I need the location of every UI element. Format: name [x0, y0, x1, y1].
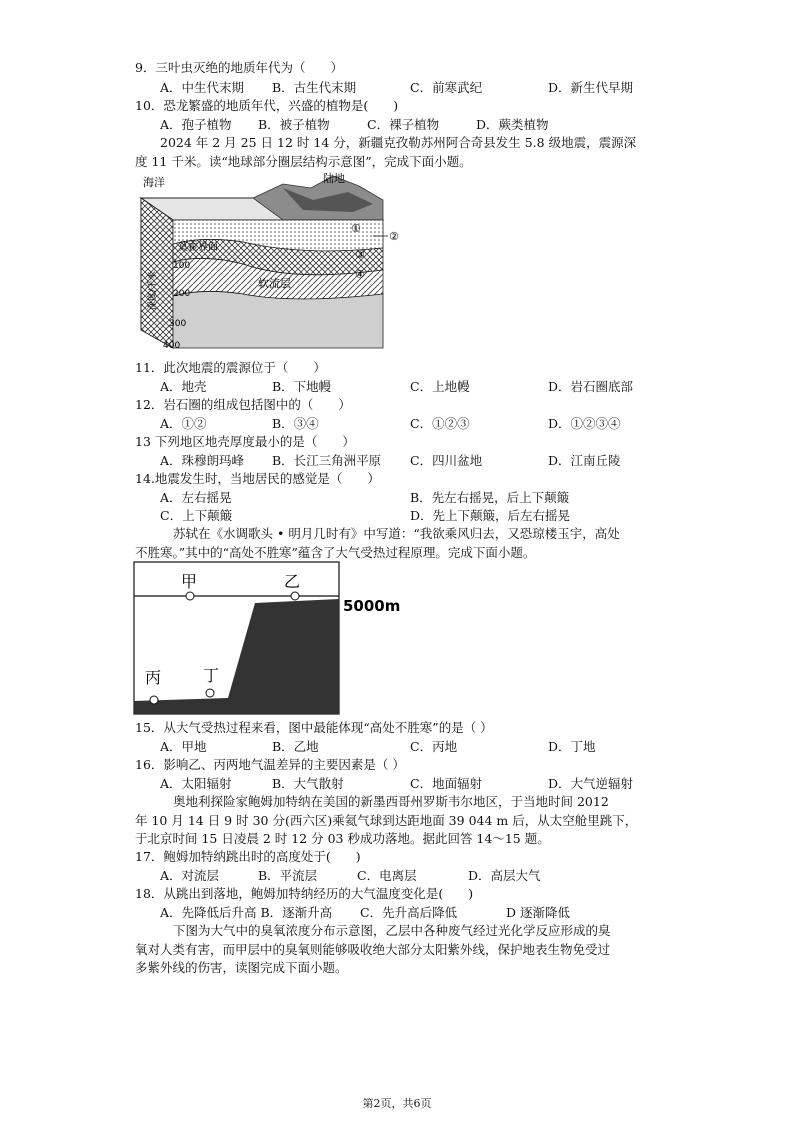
q10-option-c: C．裸子植物	[367, 117, 440, 132]
q9-stem: 9．三叶虫灭绝的地质年代为（ ）	[135, 60, 343, 75]
intro2-line1: 苏轼在《水调歌头 • 明月几时有》中写道：“我欲乘风归去，又恐琼楼玉宇，高处	[173, 526, 620, 541]
q14-option-c: C．上下颠簸	[160, 508, 233, 523]
q18-option-d: D 逐渐降低	[506, 905, 570, 920]
q16-option-c: C．地面辐射	[410, 776, 483, 791]
intro3-line3: 于北京时间 15 日凌晨 2 时 12 分 03 秒成功落地。据此回答 14～15 题。	[135, 831, 550, 846]
q18-option-c: C．先升高后降低	[360, 905, 458, 920]
q17-stem: 17．鲍姆加特纳跳出时的高度处于( )	[135, 849, 361, 864]
q15-stem: 15．从大气受热过程来看，图中最能体现“高处不胜寒”的是（ ）	[135, 720, 493, 735]
altitude-figure	[133, 561, 423, 719]
q13-option-b: B．长江三角洲平原	[272, 453, 382, 468]
q17-option-d: D．高层大气	[468, 868, 541, 883]
q11-option-b: B．下地幔	[272, 379, 332, 394]
q11-stem: 11．此次地震的震源位于（ ）	[135, 360, 326, 375]
asthenosphere-label: 软流层	[258, 277, 291, 290]
tick-300: 300	[169, 319, 187, 329]
q17-option-b: B．平流层	[258, 868, 318, 883]
q14-option-b: B．先左右摇晃，后上下颠簸	[410, 490, 570, 505]
intro4-line3: 多紫外线的伤害，读图完成下面小题。	[135, 960, 348, 975]
tick-400: 400	[163, 341, 181, 350]
q12-option-c: C．①②③	[410, 416, 470, 431]
label-yi: 乙	[284, 572, 301, 591]
q10-option-d: D．蕨类植物	[476, 117, 549, 132]
marker-1: ①	[351, 222, 361, 235]
q14-option-a: A．左右摇晃	[160, 490, 232, 505]
q18-stem: 18．从跳出到落地，鲍姆加特纳经历的大气温度变化是( )	[135, 886, 474, 901]
q14-option-d: D．先上下颠簸，后左右摇晃	[410, 508, 571, 523]
intro4-line1: 下图为大气中的臭氧浓度分布示意图，乙层中各种废气经过光化学反应形成的臭	[173, 923, 611, 938]
q12-option-d: D．①②③④	[548, 416, 621, 431]
q10-stem: 10．恐龙繁盛的地质年代，兴盛的植物是( )	[135, 98, 399, 113]
intro3-line1: 奥地利探险家鲍姆加特纳在美国的新墨西哥州罗斯韦尔地区，于当地时间 2012	[173, 794, 609, 809]
q12-option-b: B．③④	[272, 416, 319, 431]
depth-axis-label: 深度/千米	[148, 270, 158, 310]
q16-stem: 16．影响乙、丙两地气温差异的主要因素是（ ）	[135, 757, 405, 772]
tick-200: 200	[173, 289, 191, 299]
q12-stem: 12．岩石圈的组成包括图中的（ ）	[135, 397, 351, 412]
q15-option-b: B．乙地	[272, 739, 319, 754]
q13-option-d: D．江南丘陵	[548, 453, 621, 468]
q9-option-b: B．古生代末期	[272, 80, 357, 95]
marker-2: ②	[389, 230, 399, 243]
q17-option-a: A．对流层	[160, 868, 220, 883]
label-bing: 丙	[145, 668, 162, 687]
q9-option-d: D．新生代早期	[548, 80, 634, 95]
marker-4: ④	[355, 268, 365, 281]
ocean-label: 海洋	[143, 176, 165, 189]
q9-option-a: A．中生代末期	[160, 80, 245, 95]
q15-option-d: D．丁地	[548, 739, 596, 754]
q16-option-a: A．太阳辐射	[160, 776, 232, 791]
intro3-line2: 年 10 月 14 日 9 时 30 分(西六区)乘氦气球到达距地面 39 044 m 后，从太空舱里跳下，	[135, 813, 638, 828]
q17-option-c: C．电离层	[357, 868, 417, 883]
intro1-line2: 度 11 千米。读“地球部分圈层结构示意图”，完成下面小题。	[135, 154, 472, 169]
intro2-line2: 不胜寒。”其中的“高处不胜寒”蕴含了大气受热过程原理。完成下面小题。	[135, 545, 536, 560]
earth-layers-figure	[133, 170, 403, 350]
q13-stem: 13 下列地区地壳厚度最小的是（ ）	[135, 434, 355, 449]
q12-option-a: A．①②	[160, 416, 207, 431]
intro4-line2: 氧对人类有害，而甲层中的臭氧则能够吸收绝大部分太阳紫外线，保护地表生物免受过	[135, 942, 611, 957]
land-label: 陆地	[323, 172, 345, 185]
altitude-label: 5000m	[343, 597, 401, 615]
q9-option-c: C．前寒武纪	[410, 80, 483, 95]
q10-option-a: A．孢子植物	[160, 117, 232, 132]
q18-option-ab: A．先降低后升高 B．逐渐升高	[160, 905, 333, 920]
page-footer: 第2页，共6页	[362, 1097, 432, 1110]
q15-option-a: A．甲地	[160, 739, 207, 754]
q16-option-b: B．大气散射	[272, 776, 344, 791]
moho-label: 莫霍界面	[178, 242, 218, 253]
q11-option-c: C．上地幔	[410, 379, 470, 394]
q13-option-c: C．四川盆地	[410, 453, 483, 468]
q15-option-c: C．丙地	[410, 739, 458, 754]
intro1-line1: 2024 年 2 月 25 日 12 时 14 分，新疆克孜勒苏州阿合奇县发生 5.8 级地震，震源深	[160, 135, 637, 150]
q11-option-a: A．地壳	[160, 379, 207, 394]
tick-100: 100	[173, 261, 191, 271]
marker-3: ③	[355, 248, 365, 261]
q13-option-a: A．珠穆朗玛峰	[160, 453, 245, 468]
q11-option-d: D．岩石圈底部	[548, 379, 634, 394]
q14-stem: 14.地震发生时，当地居民的感觉是（ ）	[135, 471, 380, 486]
label-jia: 甲	[181, 572, 198, 591]
q16-option-d: D．大气逆辐射	[548, 776, 634, 791]
q10-option-b: B．被子植物	[258, 117, 330, 132]
label-ding: 丁	[203, 666, 220, 685]
